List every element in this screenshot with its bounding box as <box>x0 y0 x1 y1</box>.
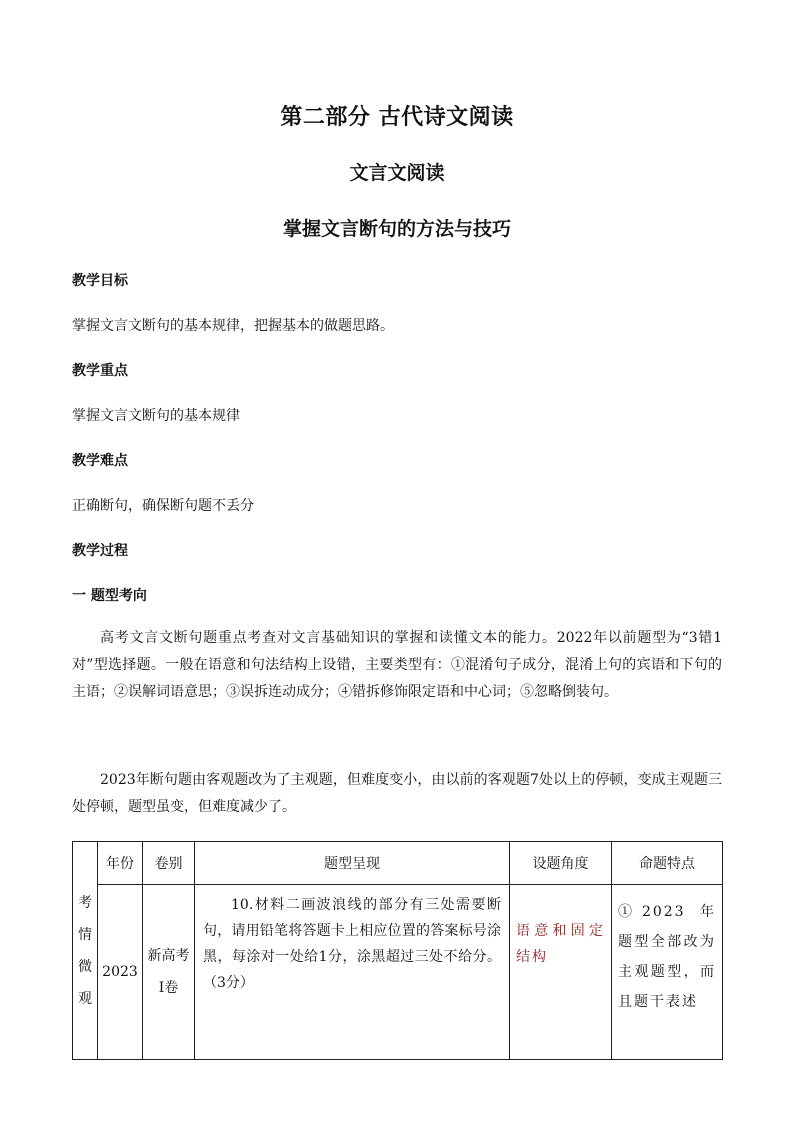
header-question: 题型呈现 <box>195 842 510 885</box>
paper-line-2: Ⅰ卷 <box>158 980 179 996</box>
table-row <box>73 885 723 1060</box>
exam-analysis-table <box>72 841 723 1060</box>
header-paper: 卷别 <box>143 842 195 885</box>
focus-text: 掌握文言文断句的基本规律 <box>72 408 240 424</box>
side-label-char: 观 <box>78 990 92 1007</box>
side-label-char: 考 <box>78 894 92 911</box>
section-title: 文言文阅读 <box>349 162 445 184</box>
side-label-char: 情 <box>78 926 92 943</box>
header-angle: 设题角度 <box>510 842 612 885</box>
header-feature: 命题特点 <box>612 842 723 885</box>
goal-text: 掌握文言文断句的基本规律，把握基本的做题思路。 <box>72 318 394 334</box>
cell-question: 10.材料二画波浪线的部分有三处需要断句，请用铅笔将答题卡上相应位置的答案标号涂黑，每涂对一处给1分，涂黑超过三处不给分。（3分） <box>195 885 510 1060</box>
focus-heading: 教学重点 <box>72 363 128 379</box>
table-header-row <box>73 842 723 885</box>
paper-line-1: 新高考 <box>147 948 190 964</box>
cell-year: 2023 <box>98 885 143 1060</box>
part-one-heading: 一 题型考向 <box>72 588 147 604</box>
difficulty-text: 正确断句，确保断句题不丢分 <box>72 498 254 514</box>
cell-angle: 语意和固定结构 <box>510 885 612 1060</box>
side-label-cell <box>73 842 98 1060</box>
header-year: 年份 <box>98 842 143 885</box>
goal-heading: 教学目标 <box>72 273 128 289</box>
cell-feature: ①2023 年题型全部改为主观题型，而且题干表述 <box>612 885 723 1060</box>
cell-paper <box>143 885 195 1060</box>
lesson-title: 掌握文言断句的方法与技巧 <box>282 218 511 240</box>
difficulty-heading: 教学难点 <box>72 453 128 469</box>
paragraph-2: 2023年断句题由客观题改为了主观题，但难度变小，由以前的客观题7处以上的停顿，变成主观题三处停顿，题型虽变，但难度减少了。 <box>72 772 722 815</box>
side-label-char: 微 <box>78 958 92 975</box>
process-heading: 教学过程 <box>72 543 128 559</box>
paragraph-1: 高考文言文断句题重点考查对文言基础知识的掌握和读懂文本的能力。2022年以前题型为“3错1对”型选择题。一般在语意和句法结构上设错，主要类型有：①混淆句子成分，混淆上句的宾语和下句的主语；②误解词语意思；③误拆连动成分；④错拆修饰限定语和中心词；⑤忽略倒装句。 <box>72 630 722 700</box>
part-title: 第二部分 古代诗文阅读 <box>280 105 514 130</box>
